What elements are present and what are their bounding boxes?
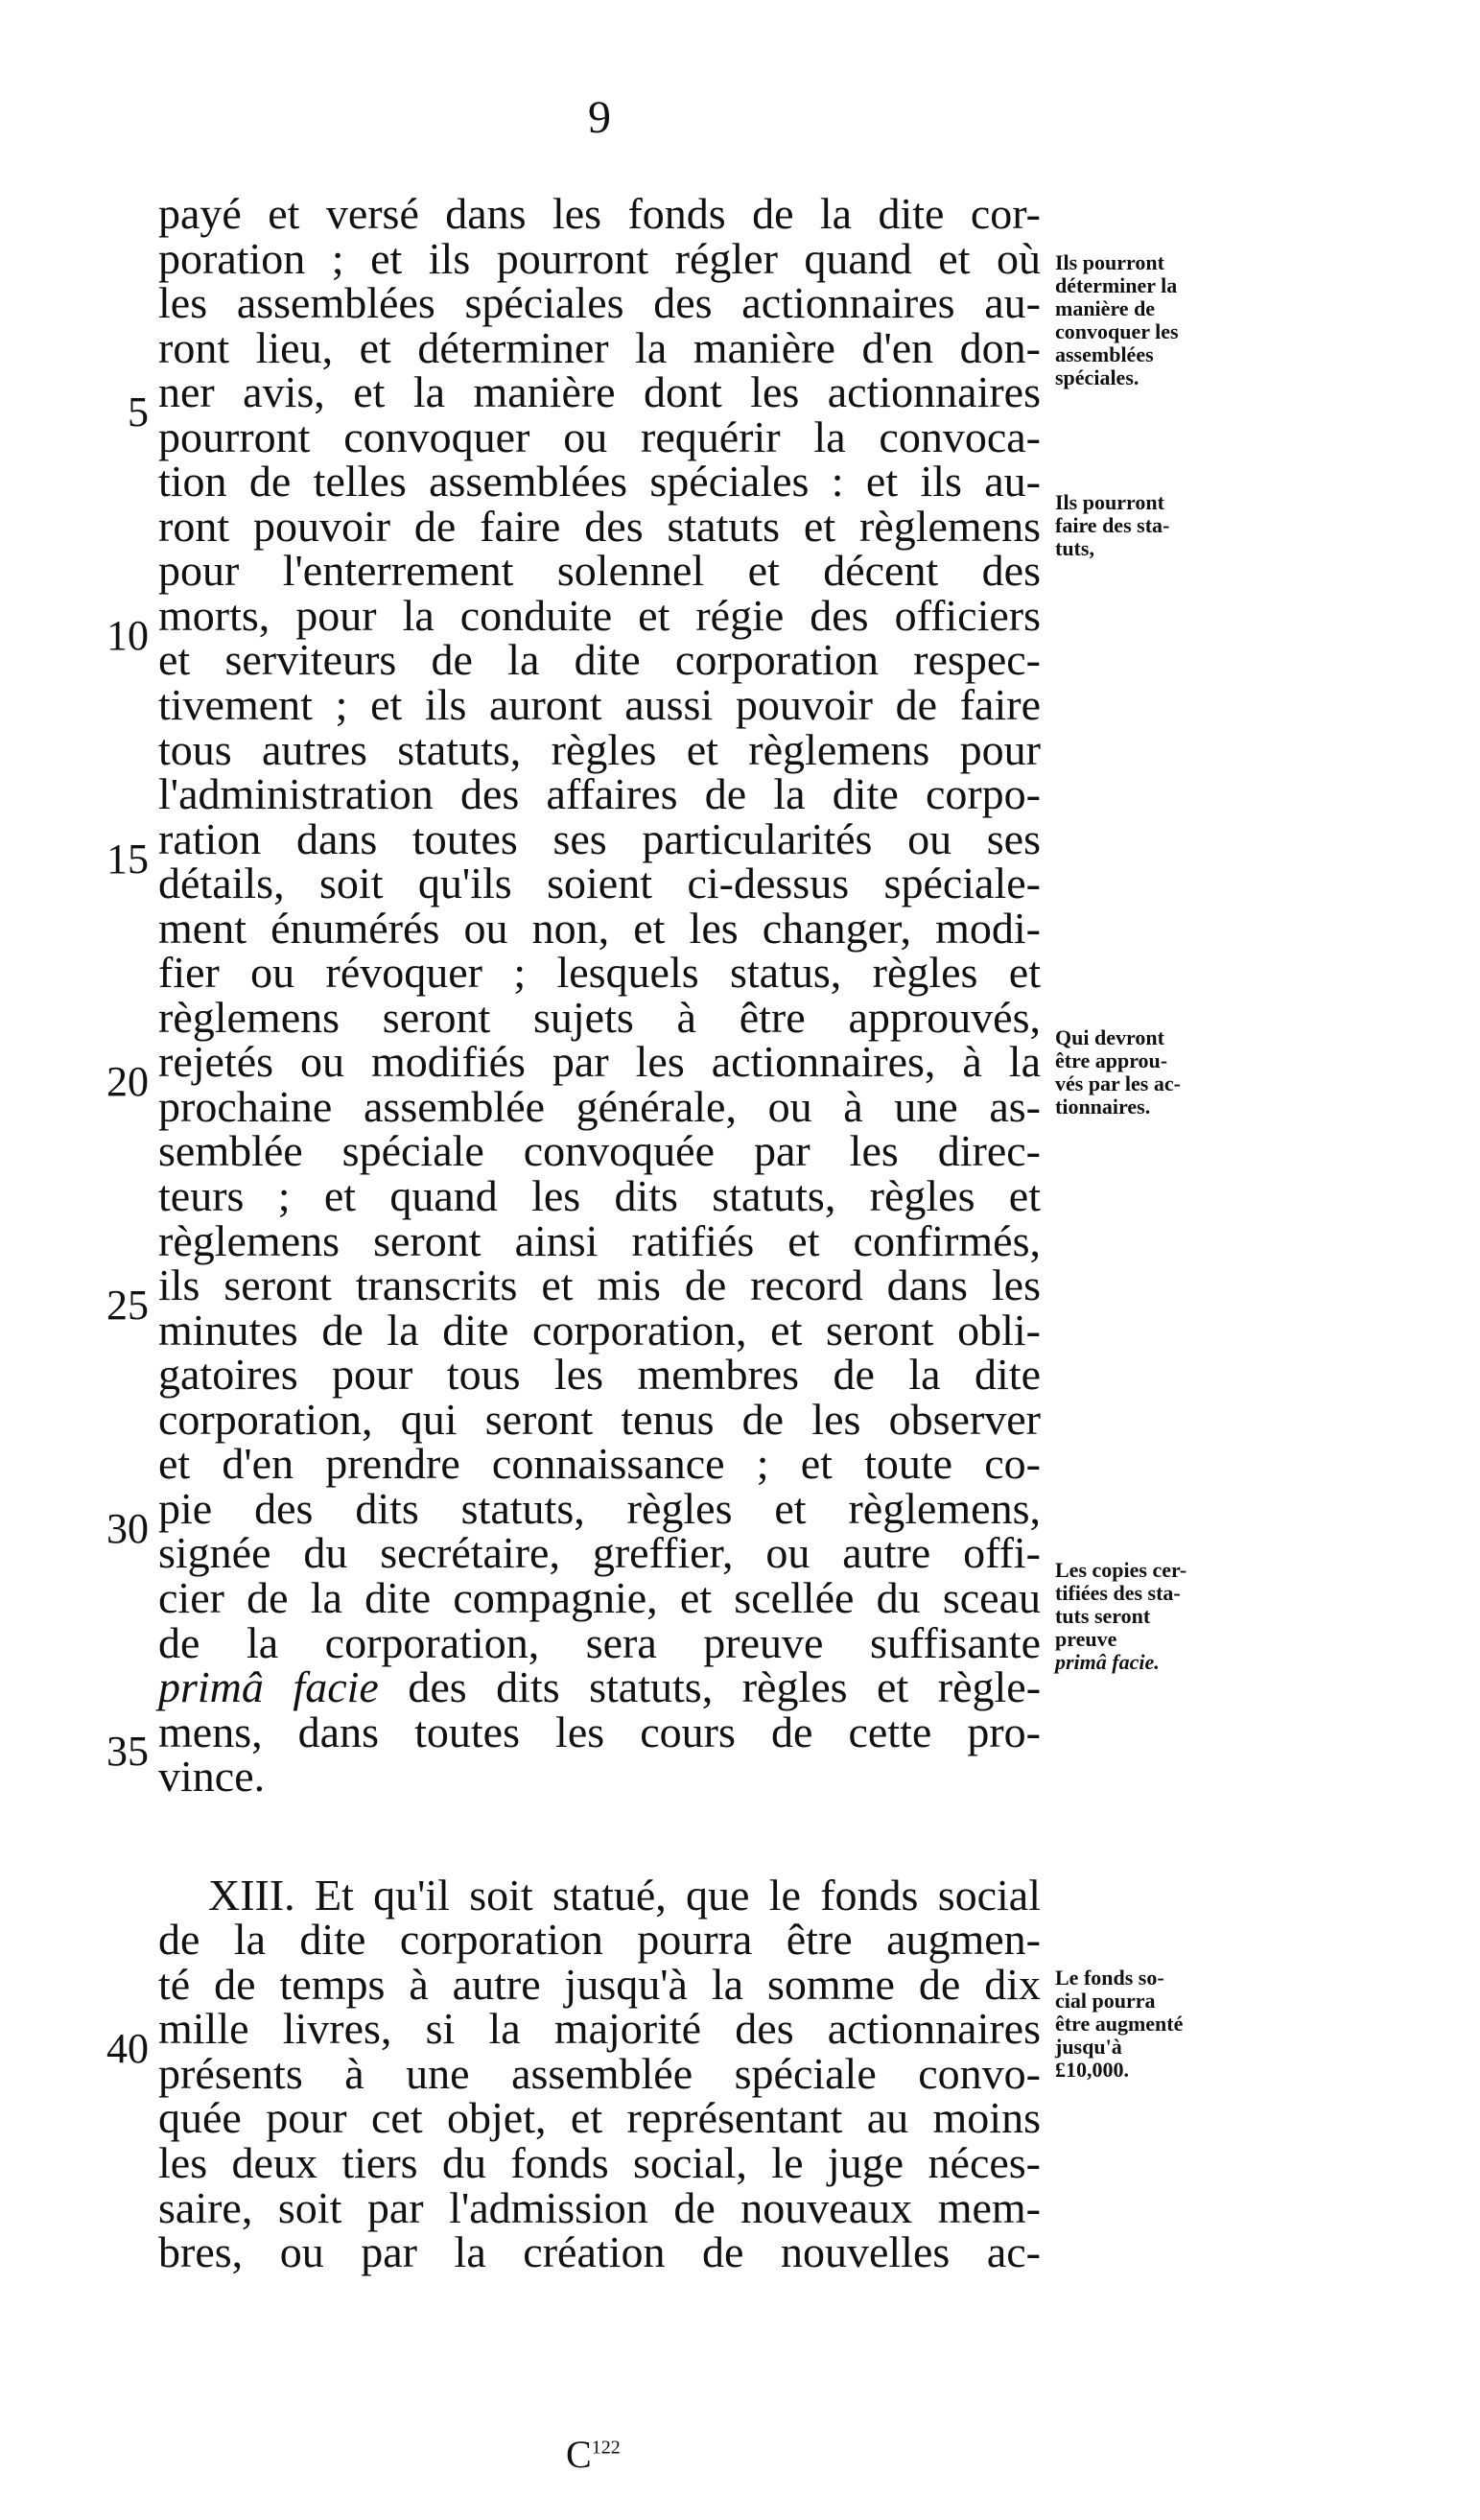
text-line: présents à une assemblée spéciale convo- — [158, 2048, 1041, 2098]
text-line: bres, ou par la création de nouvelles ac- — [158, 2227, 1041, 2277]
text-line: ment énumérés ou non, et les changer, modi- — [158, 903, 1041, 953]
text-line: corporation, qui seront tenus de les observer — [158, 1394, 1041, 1444]
text-line: signée du secrétaire, greffier, ou autre offi- — [158, 1528, 1041, 1578]
text-line: ront pouvoir de faire des statuts et règlemens — [158, 501, 1041, 551]
signature-number: 122 — [591, 2437, 621, 2459]
line-number: 30 — [106, 1505, 149, 1552]
margin-note-line: cial pourra — [1055, 1989, 1156, 2013]
page-number: 9 — [588, 92, 611, 143]
text-line: teurs ; et quand les dits statuts, règles et — [158, 1171, 1041, 1221]
text-line: de la corporation, sera preuve suffisante — [158, 1617, 1041, 1667]
text-line: mens, dans toutes les cours de cette pro- — [158, 1707, 1041, 1756]
text-line: payé et versé dans les fonds de la dite cor- — [158, 189, 1041, 238]
line-number: 20 — [106, 1058, 149, 1105]
text-line: l'administration des affaires de la dite corpo- — [158, 769, 1041, 819]
text-line: ront lieu, et déterminer la manière d'en don- — [158, 322, 1041, 372]
text-line: et serviteurs de la dite corporation respec- — [158, 635, 1041, 685]
text-line: les assemblées spéciales des actionnaires au- — [158, 278, 1041, 328]
text-line: prochaine assemblée générale, ou à une as- — [158, 1081, 1041, 1131]
margin-note-line: tionnaires. — [1055, 1095, 1151, 1119]
margin-note-line: Qui devront — [1055, 1025, 1164, 1049]
margin-note-text: preuve — [1055, 1627, 1117, 1651]
text-line: saire, soit par l'admission de nouveaux mem- — [158, 2182, 1041, 2232]
text-line: cier de la dite compagnie, et scellée du sceau — [158, 1572, 1041, 1622]
text-line: quée pour cet objet, et représentant au moins — [158, 2093, 1041, 2143]
text-line: té de temps à autre jusqu'à la somme de dix — [158, 1959, 1041, 2009]
printer-signature-mark — [566, 2432, 621, 2477]
text-line: règlemens seront ainsi ratifiés et confirmés, — [158, 1215, 1041, 1265]
margin-note — [1055, 1967, 1237, 2082]
margin-note-line: vés par les ac- — [1055, 1072, 1181, 1095]
text-line: de la dite corporation pourra être augmen- — [158, 1915, 1041, 1965]
margin-note — [1055, 1026, 1237, 1119]
text-line: pour l'enterrement solennel et décent des — [158, 546, 1041, 596]
text-line: morts, pour la conduite et régie des officiers — [158, 590, 1041, 640]
text-line: gatoires pour tous les membres de la dite — [158, 1350, 1041, 1400]
text-line: détails, soit qu'ils soient ci-dessus spéciale- — [158, 859, 1041, 908]
margin-note-line: tifiées des sta- — [1055, 1581, 1181, 1605]
margin-note-italic: primâ facie. — [1055, 1650, 1160, 1674]
margin-note-line: être approu- — [1055, 1048, 1168, 1072]
text-line: ration dans toutes ses particularités ou ses — [158, 813, 1041, 863]
text-line: minutes de la dite corporation, et seront obli- — [158, 1305, 1041, 1354]
text-line: tion de telles assemblées spéciales : et ils au- — [158, 457, 1041, 506]
line-number: 40 — [106, 2025, 149, 2072]
margin-note-line: tuts, — [1055, 536, 1094, 560]
margin-note — [1055, 251, 1237, 389]
text-line: fier ou révoquer ; lesquels status, règles et — [158, 948, 1041, 998]
margin-note-line: être augmenté — [1055, 2012, 1184, 2036]
text-line: mille livres, si la majorité des actionnaires — [158, 2004, 1041, 2054]
margin-note-line: assemblées — [1055, 342, 1154, 366]
text-line: semblée spéciale convoquée par les direc- — [158, 1126, 1041, 1176]
margin-note — [1055, 1559, 1237, 1674]
section-heading-line: XIII. Et qu'il soit statué, que le fonds social — [208, 1870, 1041, 1919]
text-line: et d'en prendre connaissance ; et toute co- — [158, 1439, 1041, 1489]
margin-note-line: faire des sta- — [1055, 513, 1170, 537]
line-number: 10 — [106, 612, 149, 659]
margin-note-line: Ils pourront — [1055, 250, 1164, 274]
margin-note-line: spéciales. — [1055, 365, 1139, 389]
margin-note-line: convoquer les — [1055, 319, 1179, 343]
margin-note — [1055, 491, 1237, 560]
margin-note-line: £10,000. — [1055, 2058, 1129, 2082]
text-line: rejetés ou modifiés par les actionnaires, à la — [158, 1037, 1041, 1087]
margin-note-line: Ils pourront — [1055, 490, 1164, 514]
text-line: vince. — [158, 1752, 266, 1802]
text-line: pie des dits statuts, règles et règlemens, — [158, 1483, 1041, 1533]
line-number: 15 — [106, 836, 149, 883]
text-line: poration ; et ils pourront régler quand et où — [158, 233, 1041, 283]
text-line: règlemens seront sujets à être approuvés, — [158, 992, 1041, 1042]
text-line-with-italic — [158, 1662, 1042, 1712]
text-line: pourront convoquer ou requérir la convoca- — [158, 412, 1041, 461]
margin-note-line: Les copies cer- — [1055, 1558, 1187, 1582]
italic-phrase: primâ facie — [158, 1662, 379, 1712]
margin-note-line — [1055, 1628, 1237, 1674]
text-line: les deux tiers du fonds social, le juge néces- — [158, 2137, 1041, 2187]
signature-letter: C — [566, 2433, 592, 2476]
margin-note-line: Le fonds so- — [1055, 1966, 1164, 1990]
margin-note-line: déterminer la — [1055, 273, 1178, 297]
margin-note-line: manière de — [1055, 296, 1156, 320]
line-number: 5 — [128, 389, 149, 436]
section-gap — [158, 1800, 1041, 1873]
body-text — [158, 189, 1042, 2277]
text-line: ner avis, et la manière dont les actionnaires — [158, 367, 1041, 417]
margin-note-line: tuts seront — [1055, 1604, 1151, 1628]
text-line-rest: des dits statuts, règles et règle- — [408, 1662, 1042, 1712]
line-number: 25 — [106, 1282, 149, 1329]
text-line: ils seront transcrits et mis de record dans les — [158, 1260, 1041, 1310]
line-number: 35 — [106, 1728, 149, 1775]
margin-note-line: jusqu'à — [1055, 2035, 1122, 2059]
text-line: tivement ; et ils auront aussi pouvoir de faire — [158, 680, 1041, 730]
text-line: tous autres statuts, règles et règlemens pour — [158, 724, 1041, 774]
